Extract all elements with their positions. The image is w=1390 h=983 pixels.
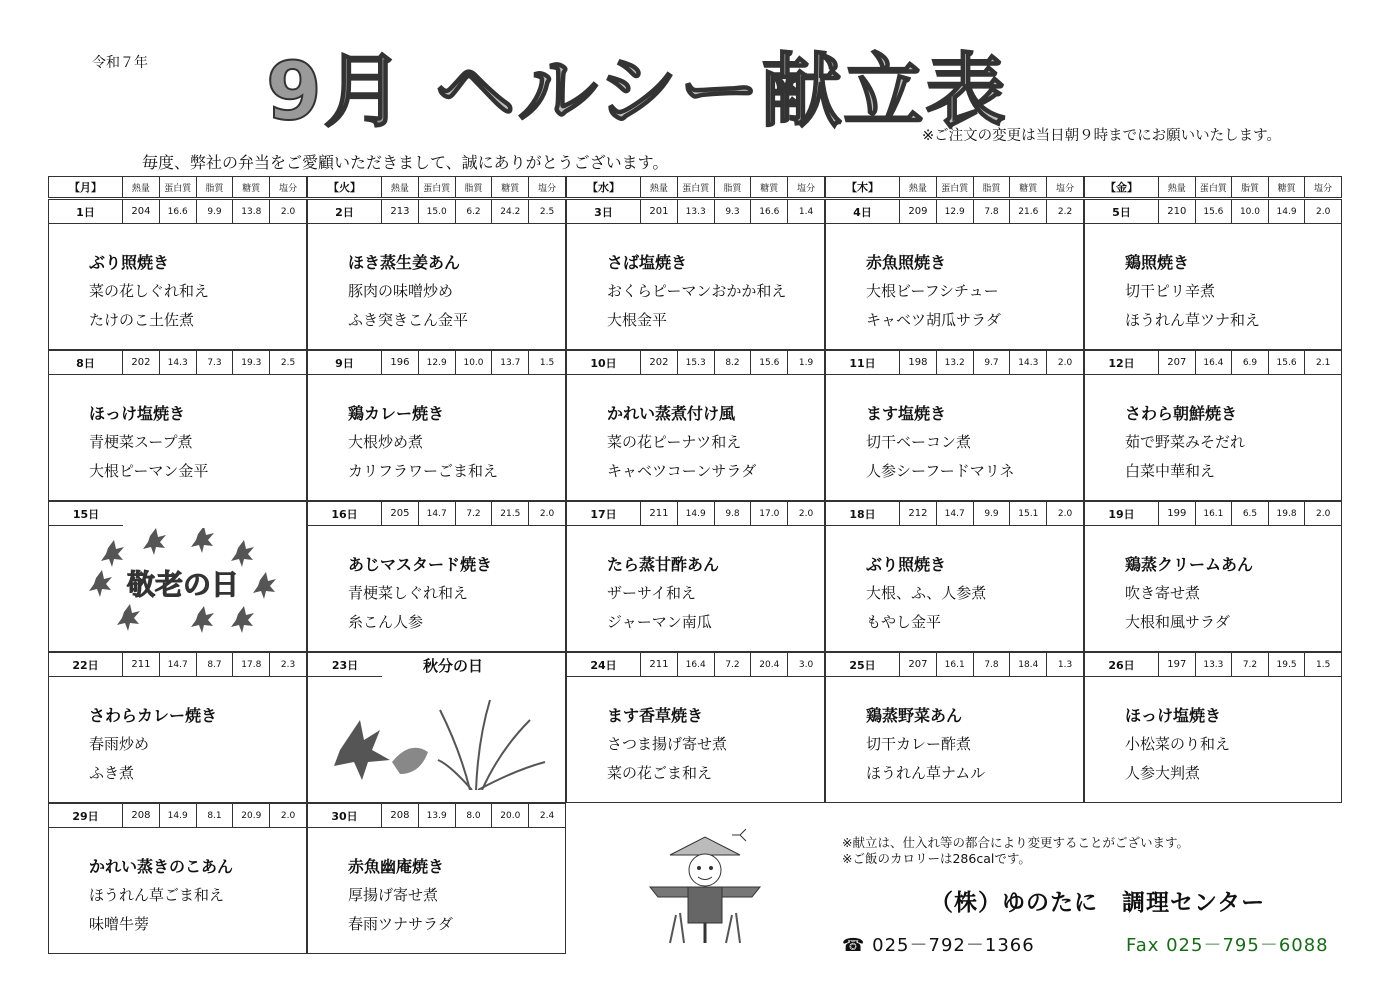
era-label: 令和７年 xyxy=(92,55,148,71)
weekday-label: 【月】 xyxy=(49,177,123,197)
side-dish: さつま揚げ寄せ煮 xyxy=(607,735,728,753)
nutrient-header: 脂質 xyxy=(456,177,493,197)
note-rice-calories: ※ご飯のカロリーは286calです。 xyxy=(842,851,1031,866)
nutrient-value: 14.7 xyxy=(419,502,456,525)
nutrient-value: 14.3 xyxy=(1010,351,1047,374)
side-dish: ジャーマン南瓜 xyxy=(607,613,712,631)
nutrient-value: 8.1 xyxy=(197,804,234,827)
nutrient-header: 塩分 xyxy=(279,183,298,194)
nutrient-value: 14.9 xyxy=(1269,200,1306,223)
side-dish: 菜の花しぐれ和え xyxy=(89,282,210,300)
nutrient-value: 7.2 xyxy=(715,653,752,676)
side-dish: 大根、ふ、人参煮 xyxy=(866,584,987,602)
menu-list xyxy=(607,399,756,486)
main-dish: さわらカレー焼き xyxy=(89,706,218,725)
column-header xyxy=(48,176,307,198)
date-label: 10日 xyxy=(567,351,641,374)
menu-list xyxy=(1125,399,1245,486)
side-dish: 菜の花ごま和え xyxy=(607,764,713,782)
nutrient-value: 205 xyxy=(382,502,419,525)
date-label: 2日 xyxy=(308,200,382,223)
title-month: 9月 xyxy=(266,45,406,138)
nutrient-value: 8.7 xyxy=(197,653,234,676)
weekday-label: 【木】 xyxy=(826,177,900,197)
day-header-row xyxy=(1085,200,1341,224)
nutrient-value: 20.9 xyxy=(233,804,270,827)
nutrient-header: 糖質 xyxy=(492,177,529,197)
side-dish: 厚揚げ寄せ煮 xyxy=(348,886,439,904)
nutrient-value: 197 xyxy=(1159,653,1196,676)
day-header-row xyxy=(826,200,1083,224)
side-dish: 人参シーフードマリネ xyxy=(866,462,1015,480)
main-dish: ます塩焼き xyxy=(866,404,947,423)
nutrient-value: 16.6 xyxy=(160,200,197,223)
side-dish: 豚肉の味噌炒め xyxy=(348,282,454,300)
nutrient-value: 13.3 xyxy=(678,200,715,223)
nutrient-value: 1.5 xyxy=(1316,659,1331,670)
main-dish: たら蒸甘酢あん xyxy=(607,555,720,574)
nutrient-value: 2.4 xyxy=(539,810,555,821)
nutrient-value: 24.2 xyxy=(492,200,529,223)
menu-list xyxy=(348,248,468,335)
nutrient-header: 脂質 xyxy=(715,177,752,197)
day-header-row xyxy=(567,653,824,677)
side-dish: 茹で野菜みそだれ xyxy=(1125,433,1246,451)
side-dish: ほうれん草ツナ和え xyxy=(1125,311,1261,329)
day-header-row xyxy=(308,200,565,224)
nutrient-value: 2.0 xyxy=(1316,206,1331,217)
nutrient-value: 208 xyxy=(382,804,419,827)
date-label: 11日 xyxy=(826,351,900,374)
nutrient-value: 17.0 xyxy=(751,502,788,525)
menu-list xyxy=(89,248,209,335)
company-name: （株）ゆのたに 調理センター xyxy=(930,890,1266,916)
column-header xyxy=(1084,176,1342,198)
nutrient-header: 脂質 xyxy=(974,177,1011,197)
day-cell xyxy=(825,501,1084,652)
main-dish: 鶏蒸野菜あん xyxy=(866,706,963,725)
side-dish: 味噌牛蒡 xyxy=(89,915,150,933)
side-dish: 大根和風サラダ xyxy=(1125,613,1230,631)
nutrient-value: 2.5 xyxy=(280,357,296,368)
day-cell xyxy=(307,501,566,652)
day-cell xyxy=(825,652,1084,803)
side-dish: 大根ビーフシチュー xyxy=(866,282,999,300)
date-label: 3日 xyxy=(567,200,641,223)
side-dish: 白菜中華和え xyxy=(1125,462,1216,480)
side-dish: 小松菜のり和え xyxy=(1125,735,1231,753)
menu-list xyxy=(89,399,208,486)
side-dish: おくらピーマンおかか和え xyxy=(607,282,787,300)
phone-icon: ☎ xyxy=(842,935,866,956)
day-header-row xyxy=(1085,653,1341,677)
nutrient-header: 蛋白質 xyxy=(678,177,715,197)
day-cell xyxy=(566,501,825,652)
nutrient-value: 199 xyxy=(1159,502,1196,525)
day-header-row xyxy=(826,502,1083,526)
nutrient-value: 19.3 xyxy=(233,351,270,374)
menu-list xyxy=(348,852,453,939)
nutrient-value: 9.7 xyxy=(974,351,1011,374)
nutrient-header: 熱量 xyxy=(123,177,160,197)
day-header-row xyxy=(49,502,124,526)
menu-list xyxy=(348,399,498,486)
order-notice: ※ご注文の変更は当日朝９時までにお願いいたします。 xyxy=(922,128,1281,144)
date-label: 12日 xyxy=(1085,351,1159,374)
nutrient-value: 17.8 xyxy=(233,653,270,676)
nutrient-value: 2.0 xyxy=(1316,508,1331,519)
nutrient-value: 13.3 xyxy=(1196,653,1233,676)
nutrient-value: 14.9 xyxy=(160,804,197,827)
footer-notes xyxy=(842,835,1189,867)
side-dish: 大根炒め煮 xyxy=(348,433,424,451)
nutrient-value: 15.1 xyxy=(1010,502,1047,525)
menu-list xyxy=(607,248,786,335)
nutrient-value: 14.7 xyxy=(937,502,974,525)
date-label: 22日 xyxy=(49,653,123,676)
day-cell xyxy=(48,652,307,803)
nutrient-value: 15.6 xyxy=(751,351,788,374)
side-dish: 春雨炒め xyxy=(89,735,150,753)
nutrient-value: 14.7 xyxy=(160,653,197,676)
nutrient-value: 2.0 xyxy=(280,206,296,217)
menu-list xyxy=(866,399,1015,486)
nutrient-value: 12.9 xyxy=(937,200,974,223)
nutrient-value: 212 xyxy=(900,502,937,525)
day-cell xyxy=(566,199,825,350)
day-header-row xyxy=(1085,351,1341,375)
menu-list xyxy=(607,701,727,788)
nutrient-value: 15.6 xyxy=(1269,351,1306,374)
nutrient-header: 塩分 xyxy=(538,183,557,194)
nutrient-value: 6.9 xyxy=(1232,351,1269,374)
day-header-row xyxy=(567,502,824,526)
nutrient-value: 211 xyxy=(641,653,678,676)
nutrient-value: 9.9 xyxy=(974,502,1011,525)
day-cell xyxy=(48,350,307,501)
nutrient-value: 7.2 xyxy=(1232,653,1269,676)
date-label: 1日 xyxy=(49,200,123,223)
nutrient-value: 201 xyxy=(641,200,678,223)
main-dish: 鶏照焼き xyxy=(1125,253,1190,272)
date-label: 19日 xyxy=(1085,502,1159,525)
nutrient-value: 9.9 xyxy=(197,200,234,223)
main-dish: かれい蒸きのこあん xyxy=(89,857,234,876)
nutrient-header: 蛋白質 xyxy=(419,177,456,197)
nutrient-value: 204 xyxy=(123,200,160,223)
nutrient-header: 糖質 xyxy=(1010,177,1047,197)
side-dish: ほうれん草ごま和え xyxy=(89,886,225,904)
menu-list xyxy=(1125,248,1260,335)
main-dish: 赤魚幽庵焼き xyxy=(348,857,445,876)
scarecrow-illustration xyxy=(640,825,770,945)
nutrient-value: 211 xyxy=(641,502,678,525)
nutrient-value: 13.2 xyxy=(937,351,974,374)
day-cell xyxy=(566,652,825,803)
nutrient-value: 7.3 xyxy=(197,351,234,374)
nutrient-value: 13.7 xyxy=(492,351,529,374)
side-dish: 大根金平 xyxy=(607,311,668,329)
title-main: ヘルシー献立表 xyxy=(435,45,1008,138)
day-header-row xyxy=(308,804,565,828)
day-header-row xyxy=(308,653,383,677)
date-label: 25日 xyxy=(826,653,900,676)
menu-list xyxy=(89,852,233,939)
fax-number: Fax 025－795－6088 xyxy=(1126,935,1329,956)
side-dish: ふき突きこん金平 xyxy=(348,311,469,329)
side-dish: キャベツコーンサラダ xyxy=(607,462,757,480)
main-dish: 赤魚照焼き xyxy=(866,253,947,272)
main-dish: 鶏カレー焼き xyxy=(348,404,445,423)
date-label: 16日 xyxy=(308,502,382,525)
day-cell xyxy=(1084,199,1342,350)
date-label: 18日 xyxy=(826,502,900,525)
column-header xyxy=(307,176,566,198)
nutrient-value: 21.5 xyxy=(492,502,529,525)
weekday-label: 【水】 xyxy=(567,177,641,197)
menu-list xyxy=(866,248,1001,335)
date-label: 8日 xyxy=(49,351,123,374)
day-cell xyxy=(48,199,307,350)
side-dish: ほうれん草ナムル xyxy=(866,764,986,782)
side-dish: 青梗菜しぐれ和え xyxy=(348,584,469,602)
nutrient-value: 18.4 xyxy=(1010,653,1047,676)
day-cell xyxy=(1084,350,1342,501)
weekday-label: 【金】 xyxy=(1085,177,1159,197)
day-header-row xyxy=(308,351,565,375)
keiro-no-hi-illustration xyxy=(88,528,278,638)
nutrient-value: 198 xyxy=(900,351,937,374)
date-label: 29日 xyxy=(49,804,123,827)
nutrient-header: 脂質 xyxy=(1232,177,1269,197)
date-label: 5日 xyxy=(1085,200,1159,223)
date-label: 24日 xyxy=(567,653,641,676)
nutrient-value: 19.8 xyxy=(1269,502,1306,525)
nutrient-value: 15.6 xyxy=(1196,200,1233,223)
day-cell xyxy=(48,803,307,954)
nutrient-value: 6.2 xyxy=(456,200,493,223)
side-dish: 切干カレー酢煮 xyxy=(866,735,972,753)
nutrient-value: 21.6 xyxy=(1010,200,1047,223)
nutrient-value: 213 xyxy=(382,200,419,223)
main-dish: ほき蒸生姜あん xyxy=(348,253,461,272)
day-cell xyxy=(825,199,1084,350)
nutrient-value: 2.0 xyxy=(798,508,814,519)
day-header-row xyxy=(49,351,306,375)
side-dish: ふき煮 xyxy=(89,764,135,782)
menu-list xyxy=(348,550,492,637)
nutrient-value: 1.5 xyxy=(539,357,555,368)
nutrient-value: 202 xyxy=(641,351,678,374)
main-dish: ほっけ塩焼き xyxy=(1125,706,1222,725)
nutrient-header: 糖質 xyxy=(233,177,270,197)
day-header-row xyxy=(826,653,1083,677)
nutrient-header: 熱量 xyxy=(382,177,419,197)
nutrient-value: 6.5 xyxy=(1232,502,1269,525)
main-dish: ます香草焼き xyxy=(607,706,704,725)
nutrient-value: 2.0 xyxy=(1057,508,1073,519)
day-header-row xyxy=(49,804,306,828)
menu-list xyxy=(866,701,985,788)
nutrient-header: 糖質 xyxy=(751,177,788,197)
main-dish: ほっけ塩焼き xyxy=(89,404,186,423)
nutrient-value: 8.2 xyxy=(715,351,752,374)
nutrient-value: 16.4 xyxy=(1196,351,1233,374)
day-header-row xyxy=(826,351,1083,375)
day-cell xyxy=(307,803,566,954)
note-menu-change: ※献立は、仕入れ等の都合により変更することがございます。 xyxy=(842,835,1189,850)
nutrient-header: 塩分 xyxy=(1314,183,1333,194)
nutrient-value: 196 xyxy=(382,351,419,374)
side-dish: たけのこ土佐煮 xyxy=(89,311,195,329)
nutrient-value: 15.3 xyxy=(678,351,715,374)
main-dish: さば塩焼き xyxy=(607,253,688,272)
nutrient-value: 19.5 xyxy=(1269,653,1306,676)
column-header xyxy=(825,176,1084,198)
main-dish: ぶり照焼き xyxy=(866,555,947,574)
nutrient-value: 1.4 xyxy=(798,206,814,217)
date-label: 17日 xyxy=(567,502,641,525)
side-dish: 大根ピーマン金平 xyxy=(89,462,209,480)
nutrient-value: 207 xyxy=(1159,351,1196,374)
nutrient-value: 16.1 xyxy=(937,653,974,676)
nutrient-value: 208 xyxy=(123,804,160,827)
nutrient-value: 2.0 xyxy=(539,508,555,519)
side-dish: 切干ベーコン煮 xyxy=(866,433,972,451)
side-dish: もやし金平 xyxy=(866,613,942,631)
date-label: 15日 xyxy=(49,502,123,526)
day-cell xyxy=(307,350,566,501)
menu-list xyxy=(1125,550,1253,637)
nutrient-value: 211 xyxy=(123,653,160,676)
nutrient-value: 16.6 xyxy=(751,200,788,223)
nutrient-value: 2.1 xyxy=(1316,357,1331,368)
nutrient-value: 9.3 xyxy=(715,200,752,223)
day-cell xyxy=(307,199,566,350)
nutrient-value: 210 xyxy=(1159,200,1196,223)
side-dish: 糸こん人参 xyxy=(348,613,424,631)
day-cell xyxy=(1084,652,1342,803)
date-label: 9日 xyxy=(308,351,382,374)
day-cell xyxy=(566,350,825,501)
nutrient-value: 7.2 xyxy=(456,502,493,525)
main-dish: あじマスタード焼き xyxy=(348,555,493,574)
day-cell xyxy=(825,350,1084,501)
nutrient-value: 2.0 xyxy=(1057,357,1073,368)
nutrient-value: 14.9 xyxy=(678,502,715,525)
main-dish: 鶏蒸クリームあん xyxy=(1125,555,1254,574)
nutrient-header: 蛋白質 xyxy=(160,177,197,197)
nutrient-value: 2.3 xyxy=(280,659,296,670)
nutrient-value: 9.8 xyxy=(715,502,752,525)
date-label: 23日 xyxy=(308,653,382,677)
menu-list xyxy=(607,550,719,637)
nutrient-value: 14.3 xyxy=(160,351,197,374)
day-header-row xyxy=(567,351,824,375)
day-header-row xyxy=(567,200,824,224)
nutrient-header: 蛋白質 xyxy=(1196,177,1233,197)
nutrient-header: 脂質 xyxy=(197,177,234,197)
nutrient-header: 塩分 xyxy=(797,183,816,194)
main-dish: ぶり照焼き xyxy=(89,253,170,272)
page-title xyxy=(266,45,1008,138)
greeting: 毎度、弊社の弁当をご愛顧いただきまして、誠にありがとうございます。 xyxy=(142,153,669,172)
day-header-row xyxy=(49,200,306,224)
day-header-row xyxy=(49,653,306,677)
side-dish: 切干ピリ辛煮 xyxy=(1125,282,1216,300)
nutrient-value: 10.0 xyxy=(456,351,493,374)
nutrient-value: 2.5 xyxy=(539,206,555,217)
tel-number: 025－792－1366 xyxy=(872,935,1035,956)
nutrient-value: 1.3 xyxy=(1057,659,1073,670)
autumn-leaves-illustration xyxy=(320,690,550,790)
main-dish: かれい蒸煮付け風 xyxy=(607,404,736,423)
nutrient-value: 202 xyxy=(123,351,160,374)
side-dish: 青梗菜スープ煮 xyxy=(89,433,193,451)
nutrient-header: 蛋白質 xyxy=(937,177,974,197)
day-header-row xyxy=(1085,502,1341,526)
nutrient-value: 20.0 xyxy=(492,804,529,827)
menu-list xyxy=(89,701,217,788)
nutrient-value: 10.0 xyxy=(1232,200,1269,223)
keiro-text: 敬老の日 xyxy=(126,568,240,601)
nutrient-value: 3.0 xyxy=(798,659,814,670)
nutrient-value: 1.9 xyxy=(798,357,814,368)
date-label: 30日 xyxy=(308,804,382,827)
side-dish: キャベツ胡瓜サラダ xyxy=(866,311,1001,329)
nutrient-value: 12.9 xyxy=(419,351,456,374)
nutrient-value: 20.4 xyxy=(751,653,788,676)
nutrient-value: 8.0 xyxy=(456,804,493,827)
nutrient-value: 7.8 xyxy=(974,200,1011,223)
nutrient-value: 2.2 xyxy=(1057,206,1073,217)
nutrient-value: 16.4 xyxy=(678,653,715,676)
nutrient-header: 熱量 xyxy=(1159,177,1196,197)
side-dish: 人参大判煮 xyxy=(1125,764,1201,782)
day-cell xyxy=(1084,501,1342,652)
nutrient-value: 15.0 xyxy=(419,200,456,223)
column-header xyxy=(566,176,825,198)
nutrient-value: 16.1 xyxy=(1196,502,1233,525)
nutrient-value: 209 xyxy=(900,200,937,223)
holiday-label: 秋分の日 xyxy=(423,657,484,675)
main-dish: さわら朝鮮焼き xyxy=(1125,404,1238,423)
nutrient-value: 207 xyxy=(900,653,937,676)
nutrient-value: 13.8 xyxy=(233,200,270,223)
menu-list xyxy=(1125,701,1230,788)
date-label: 26日 xyxy=(1085,653,1159,676)
side-dish: カリフラワーごま和え xyxy=(348,462,499,480)
side-dish: 春雨ツナサラダ xyxy=(348,915,453,933)
telephone xyxy=(842,931,1035,957)
side-dish: 吹き寄せ煮 xyxy=(1125,584,1201,602)
nutrient-header: 塩分 xyxy=(1056,183,1075,194)
nutrient-value: 2.0 xyxy=(280,810,296,821)
nutrient-header: 糖質 xyxy=(1269,177,1306,197)
side-dish: 菜の花ピーナツ和え xyxy=(607,433,742,451)
menu-list xyxy=(866,550,986,637)
nutrient-value: 7.8 xyxy=(974,653,1011,676)
day-header-row xyxy=(308,502,565,526)
date-label: 4日 xyxy=(826,200,900,223)
side-dish: ザーサイ和え xyxy=(607,584,696,602)
weekday-label: 【火】 xyxy=(308,177,382,197)
nutrient-header: 熱量 xyxy=(900,177,937,197)
nutrient-value: 13.9 xyxy=(419,804,456,827)
nutrient-header: 熱量 xyxy=(641,177,678,197)
